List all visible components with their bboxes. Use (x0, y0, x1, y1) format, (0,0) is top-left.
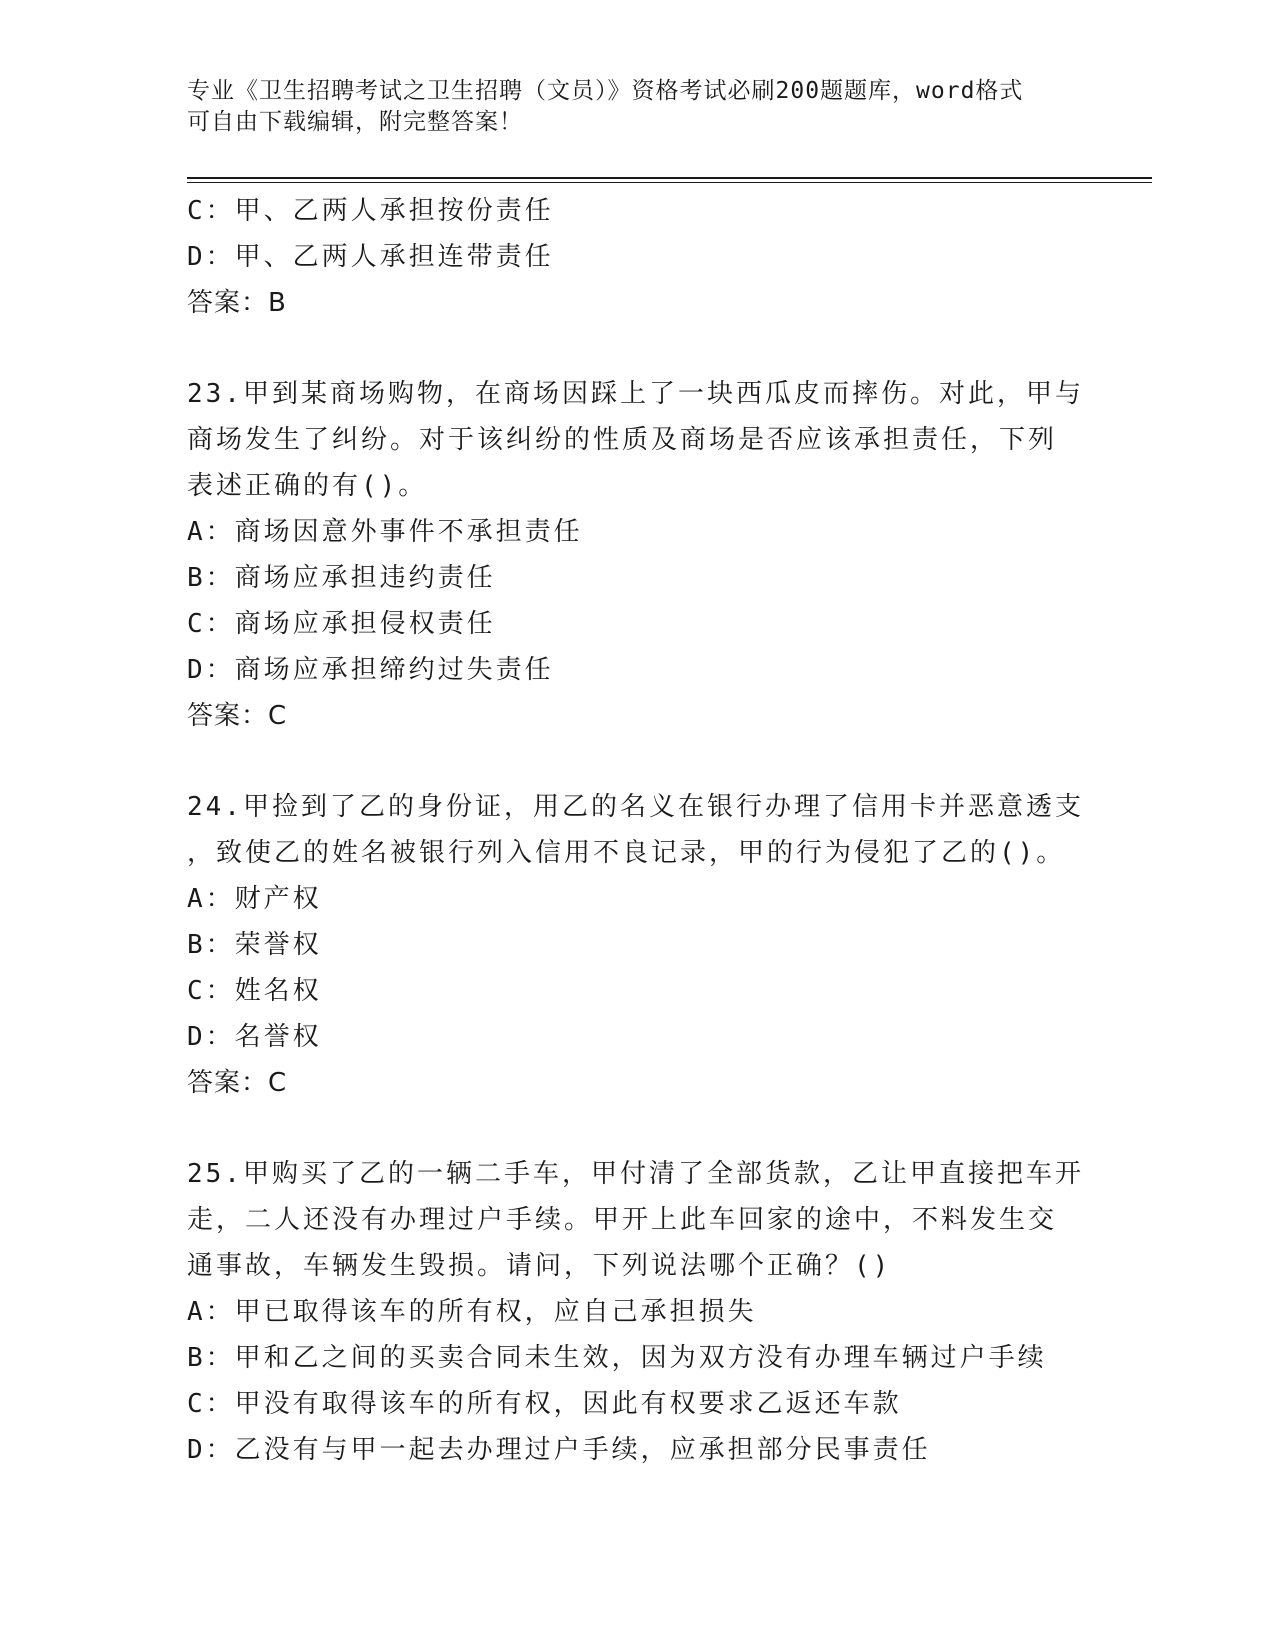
header-divider-thin (187, 182, 1152, 183)
answer-line: 答案：C (187, 701, 288, 731)
question-stem: 23.甲到某商场购物，在商场因踩上了一块西瓜皮而摔伤。对此，甲与 (187, 379, 1084, 409)
option-c: C：商场应承担侵权责任 (187, 609, 496, 639)
option-c: C：甲、乙两人承担按份责任 (187, 196, 554, 226)
header-title-line-2: 可自由下载编辑，附完整答案！ (187, 109, 523, 135)
option-c: C：姓名权 (187, 976, 322, 1006)
question-25 (187, 1151, 1087, 1473)
option-a: A：商场因意外事件不承担责任 (187, 517, 583, 547)
answer-line: 答案：C (187, 1068, 288, 1098)
header-divider-thick (187, 177, 1152, 179)
question-stem: 通事故，车辆发生毁损。请问，下列说法哪个正确？() (187, 1251, 892, 1281)
option-a: A：财产权 (187, 884, 322, 914)
option-d: D：名誉权 (187, 1022, 322, 1052)
question-stem: 24.甲捡到了乙的身份证，用乙的名义在银行办理了信用卡并恶意透支 (187, 792, 1084, 822)
question-stem: 表述正确的有()。 (187, 471, 428, 501)
question-22-tail (187, 188, 1087, 326)
option-b: B：荣誉权 (187, 930, 322, 960)
spacer (187, 1106, 1087, 1151)
question-body (187, 188, 1087, 1473)
document-header (187, 76, 1067, 138)
question-stem: 25.甲购买了乙的一辆二手车，甲付清了全部货款，乙让甲直接把车开 (187, 1159, 1084, 1189)
question-23 (187, 371, 1087, 739)
option-d: D：商场应承担缔约过失责任 (187, 655, 554, 685)
option-a: A：甲已取得该车的所有权，应自己承担损失 (187, 1297, 757, 1327)
question-stem: ，致使乙的姓名被银行列入信用不良记录，甲的行为侵犯了乙的()。 (187, 838, 1066, 868)
option-c: C：甲没有取得该车的所有权，因此有权要求乙返还车款 (187, 1389, 902, 1419)
spacer (187, 326, 1087, 371)
answer-line: 答案：B (187, 288, 287, 318)
option-d: D：甲、乙两人承担连带责任 (187, 242, 554, 272)
option-b: B：甲和乙之间的买卖合同未生效，因为双方没有办理车辆过户手续 (187, 1343, 1047, 1373)
question-stem: 商场发生了纠纷。对于该纠纷的性质及商场是否应该承担责任，下列 (187, 425, 1058, 455)
spacer (187, 739, 1087, 784)
question-24 (187, 784, 1087, 1106)
header-title-line-1: 专业《卫生招聘考试之卫生招聘（文员）》资格考试必刷200题题库，word格式 (187, 78, 1024, 104)
option-b: B：商场应承担违约责任 (187, 563, 496, 593)
question-stem: 走，二人还没有办理过户手续。甲开上此车回家的途中，不料发生交 (187, 1205, 1058, 1235)
option-d: D：乙没有与甲一起去办理过户手续，应承担部分民事责任 (187, 1435, 931, 1465)
